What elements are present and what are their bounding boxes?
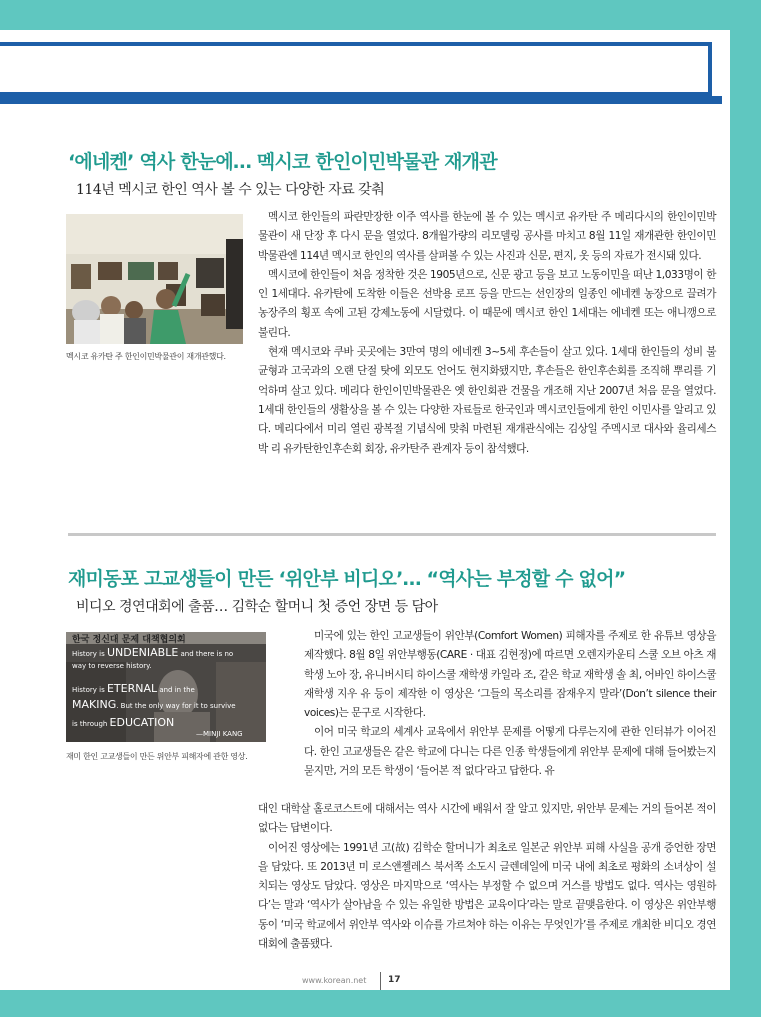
right-teal-band — [730, 0, 761, 1017]
footer-url: www.korean.net — [302, 976, 367, 985]
section-header-box — [0, 42, 712, 96]
article2-body-narrow — [304, 627, 716, 781]
header-shadow-bar — [0, 96, 722, 104]
page-number: 17 — [388, 975, 401, 985]
video-overlay-line: is through EDUCATION — [72, 716, 175, 729]
video-overlay-credit: —MINJI KANG — [196, 730, 243, 738]
article2-paragraph: 대인 대학살 홀로코스트에 대해서는 역사 시간에 배워서 잘 알고 있지만, 위안부 문제는 거의 들어본 적이 없다는 답변이다. — [258, 803, 716, 835]
article2-body-wide — [258, 800, 716, 954]
article1-caption: 멕시코 유카탄 주 한인이민박물관이 재개관했다. — [66, 352, 226, 361]
article2-paragraph: 미국에 있는 한인 고교생들이 위안부(Comfort Women) 피해자를 주제로 한 유튜브 영상을 제작했다. 8월 8일 위안부행동(CARE · 대표 김현정)에 따르면 오렌지카운티 스쿨 오브 아츠 재학생 노아 장, 유니버시티 하이스쿨 재학생 카일라 조, 같은 학교 재학생 솔 최, 어바인 하이스쿨 재학생 지우 유 등이 제작한 이 영상은 ‘그들의 목소리를 잠재우지 말라’(Don’t silence their voices)는 문구로 시작한다. — [304, 630, 716, 720]
article2-paragraph: 이어진 영상에는 1991년 고(故) 김학순 할머니가 최초로 일본군 위안부 피해 사실을 공개 증언한 장면을 담았다. 또 2013년 미 로스앤젤레스 북서쪽 소도시 글렌데일에 미국 내에 최초로 평화의 소녀상이 설치되는 영상도 담았다. 영상은 마지막으로 ‘역사는 부정할 수 없으며 거스를 방법도 없다. 역사는 영원하다’는 말과 ‘역사가 살아남을 수 있는 유일한 방법은 교육이다’라는 말로 끝맺음한다. 이 영상은 위안부행동이 ‘미국 학교에서 위안부 역사와 이슈를 가르쳐야 하는 이유는 무엇인가’를 주제로 개최한 비디오 경연대회에 출품됐다. — [258, 841, 716, 951]
article1-paragraph: 현재 멕시코와 쿠바 곳곳에는 3만여 명의 에네켄 3~5세 후손들이 살고 있다. 1세대 한인들의 성비 불균형과 고국과의 오랜 단절 탓에 외모도 언어도 현지화됐지만, 후손들은 한인후손회를 조직해 뿌리를 기억하며 살고 있다. 메리다 한인이민박물관은 옛 한인회관 건물을 개조해 지난 2007년 처음 문을 열었다. 1세대 한인들의 생활상을 볼 수 있는 다양한 자료들로 한국인과 멕시코인들에게 한인 이민사를 알리고 있다. 메리다에서 미리 열린 광복절 기념식에 맞춰 마련된 재개관식에는 김상일 주멕시코 대사와 율리세스 박 리 유카탄한인후손회 회장, 유카탄주 관계자 등이 참석했다. — [258, 346, 716, 455]
video-overlay-line: MAKING. But the only way for it to survive — [72, 698, 236, 711]
video-banner-text: 한국 정신대 문제 대책협의회 — [72, 635, 186, 645]
video-overlay-line: History is UNDENIABLE and there is no — [72, 646, 234, 659]
video-overlay-line: History is ETERNAL and in the — [72, 682, 195, 695]
article2-caption: 재미 한인 고교생들이 만든 위안부 피해자에 관한 영상. — [66, 752, 248, 761]
video-still-photo — [66, 632, 266, 742]
article1-paragraph: 멕시코에 한인들이 처음 정착한 것은 1905년으로, 신문 광고 등을 보고 노동이민을 떠난 1,033명이 한인 1세대다. 유카탄에 도착한 이들은 선박용 로프 등을 만드는 선인장의 일종인 에네켄 농장으로 끌려가 농장주의 횡포 속에 고된 강제노동에 시달렸다. 이 때문에 멕시코 한인 1세대는 에네켄 또는 애니깽으로 불린다. — [258, 268, 716, 339]
museum-photo — [66, 214, 243, 344]
article1-paragraph: 멕시코 한인들의 파란만장한 이주 역사를 한눈에 볼 수 있는 멕시코 유카탄 주 메리다시의 한인이민박물관이 새 단장 후 다시 문을 열었다. 8개월가량의 리모델링 공사를 마치고 8월 11일 재개관한 한인이민박물관엔 114년 멕시코 한인의 역사를 살펴볼 수 있는 사진과 신문, 편지, 옷 등의 자료가 전시돼 있다. — [258, 211, 716, 262]
article1-headline: ‘에네켄’ 역사 한눈에… 멕시코 한인이민박물관 재개관 — [68, 151, 497, 173]
article1-body — [258, 208, 716, 459]
article2-paragraph: 이어 미국 학교의 세계사 교육에서 위안부 문제를 어떻게 다루는지에 관한 인터뷰가 이어진다. 한인 고교생들은 같은 학교에 다니는 다른 인종 학생들에게 위안부 문제에 대해 들어봤는지 묻지만, 거의 모든 학생이 ‘들어본 적 없다’라고 답한다. 유 — [304, 726, 716, 778]
top-teal-band — [0, 0, 761, 30]
article1-subhead: 114년 멕시코 한인 역사 볼 수 있는 다양한 자료 갖춰 — [76, 182, 385, 198]
video-overlay-line: way to reverse history. — [72, 662, 152, 670]
bottom-teal-band — [0, 990, 761, 1017]
section-divider — [68, 533, 716, 536]
article2-subhead: 비디오 경연대회에 출품… 김학순 할머니 첫 증언 장면 등 담아 — [76, 599, 438, 615]
article2-headline: 재미동포 고교생들이 만든 ‘위안부 비디오’… “역사는 부정할 수 없어” — [68, 568, 626, 590]
